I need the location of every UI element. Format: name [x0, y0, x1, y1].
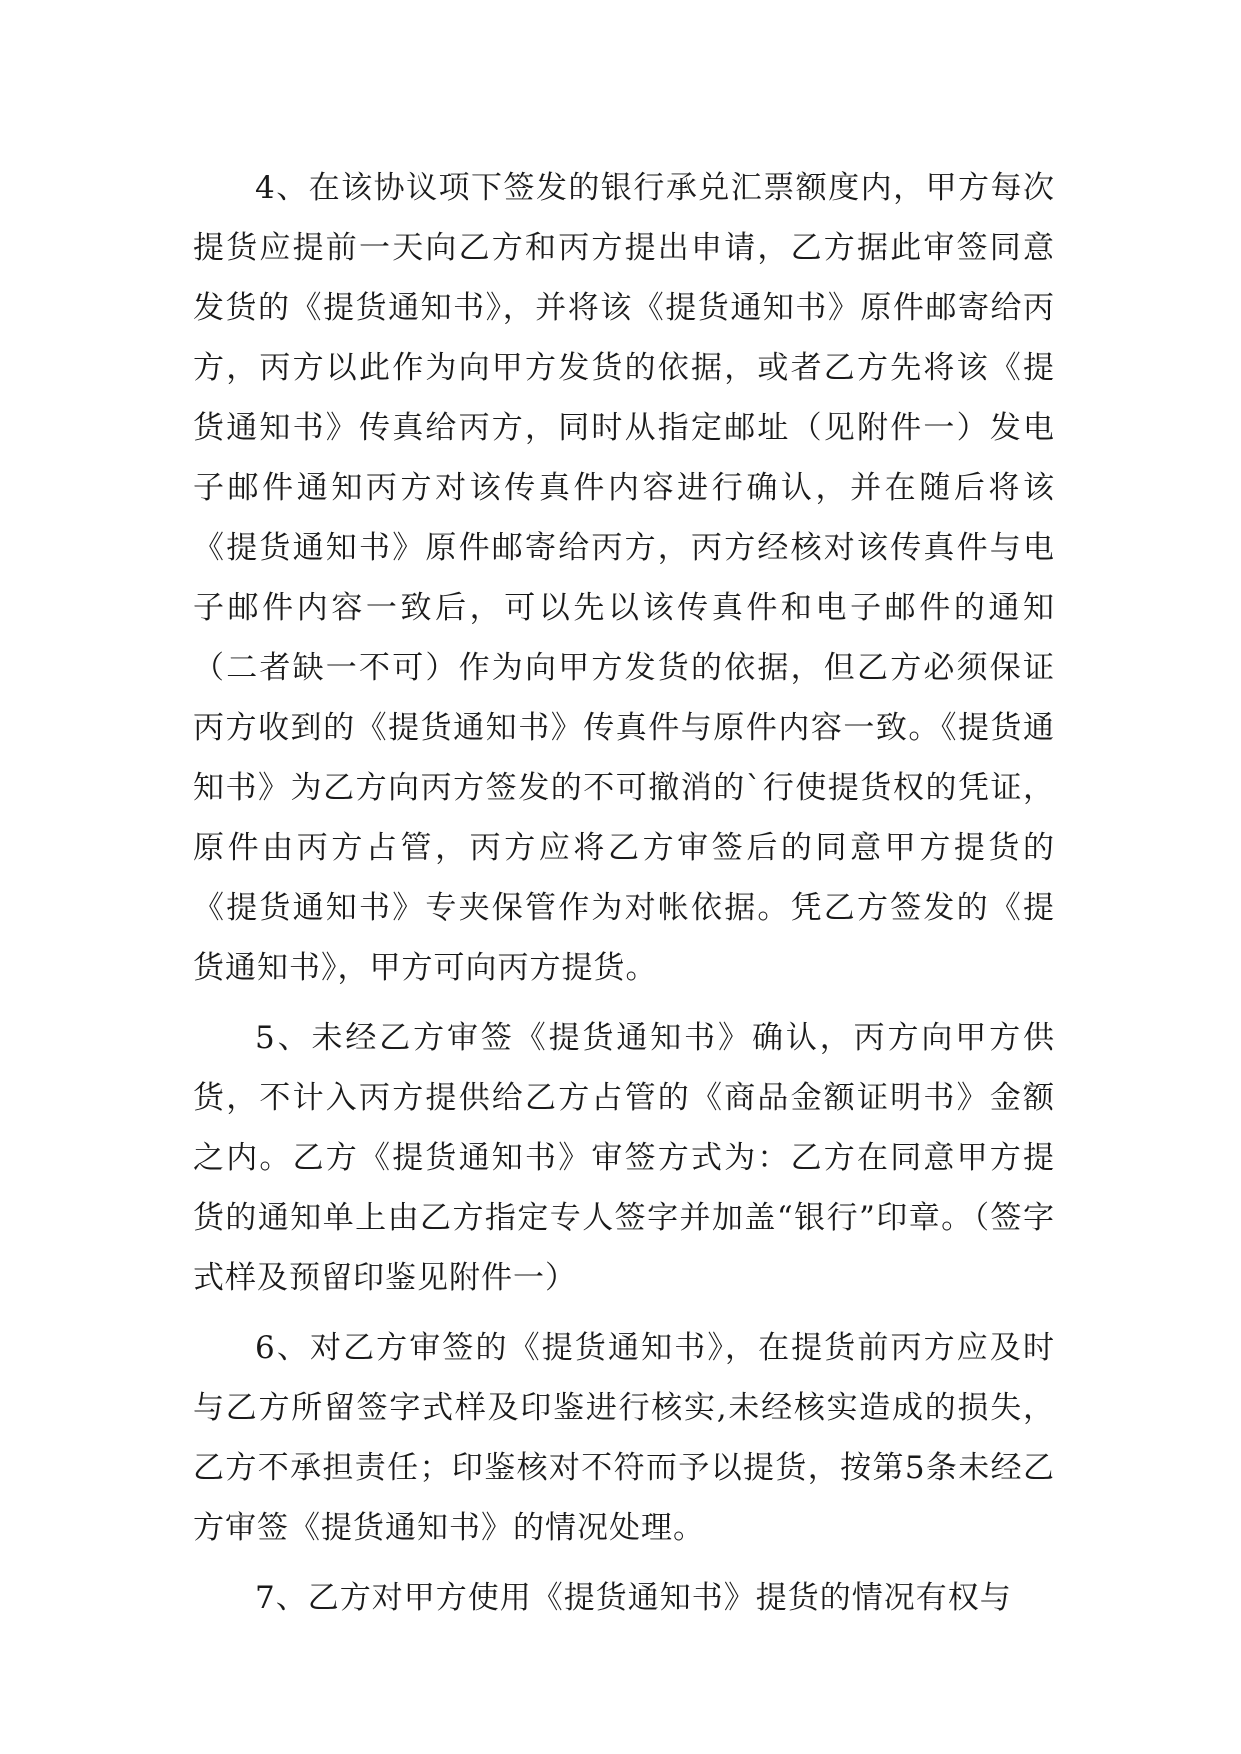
paragraph-clause-7: 7、乙方对甲方使用《提货通知书》提货的情况有权与 — [255, 1580, 1012, 1616]
document-body — [193, 158, 1055, 1638]
paragraph-clause-6: 6、对乙方审签的《提货通知书》，在提货前丙方应及时与乙方所留签字式样及印鉴进行核实,未经核实造成的损失，乙方不承担责任；印鉴核对不符而予以提货，按第5条未经乙方审签《提货通知书》的情况处理。 — [193, 1330, 1055, 1546]
paragraph-clause-5: 5、未经乙方审签《提货通知书》确认，丙方向甲方供货，不计入丙方提供给乙方占管的《商品金额证明书》金额之内。乙方《提货通知书》审签方式为：乙方在同意甲方提货的通知单上由乙方指定专人签字并加盖“银行”印章。（签字式样及预留印鉴见附件一） — [193, 1020, 1055, 1296]
paragraph-clause-4: 4、在该协议项下签发的银行承兑汇票额度内，甲方每次提货应提前一天向乙方和丙方提出申请，乙方据此审签同意发货的《提货通知书》，并将该《提货通知书》原件邮寄给丙方，丙方以此作为向甲方发货的依据，或者乙方先将该《提货通知书》传真给丙方，同时从指定邮址（见附件一）发电子邮件通知丙方对该传真件内容进行确认，并在随后将该《提货通知书》原件邮寄给丙方，丙方经核对该传真件与电子邮件内容一致后，可以先以该传真件和电子邮件的通知（二者缺一不可）作为向甲方发货的依据，但乙方必须保证丙方收到的《提货通知书》传真件与原件内容一致。《提货通知书》为乙方向丙方签发的不可撤消的`行使提货权的凭证，原件由丙方占管，丙方应将乙方审签后的同意甲方提货的《提货通知书》专夹保管作为对帐依据。凭乙方签发的《提货通知书》，甲方可向丙方提货。 — [193, 170, 1055, 986]
